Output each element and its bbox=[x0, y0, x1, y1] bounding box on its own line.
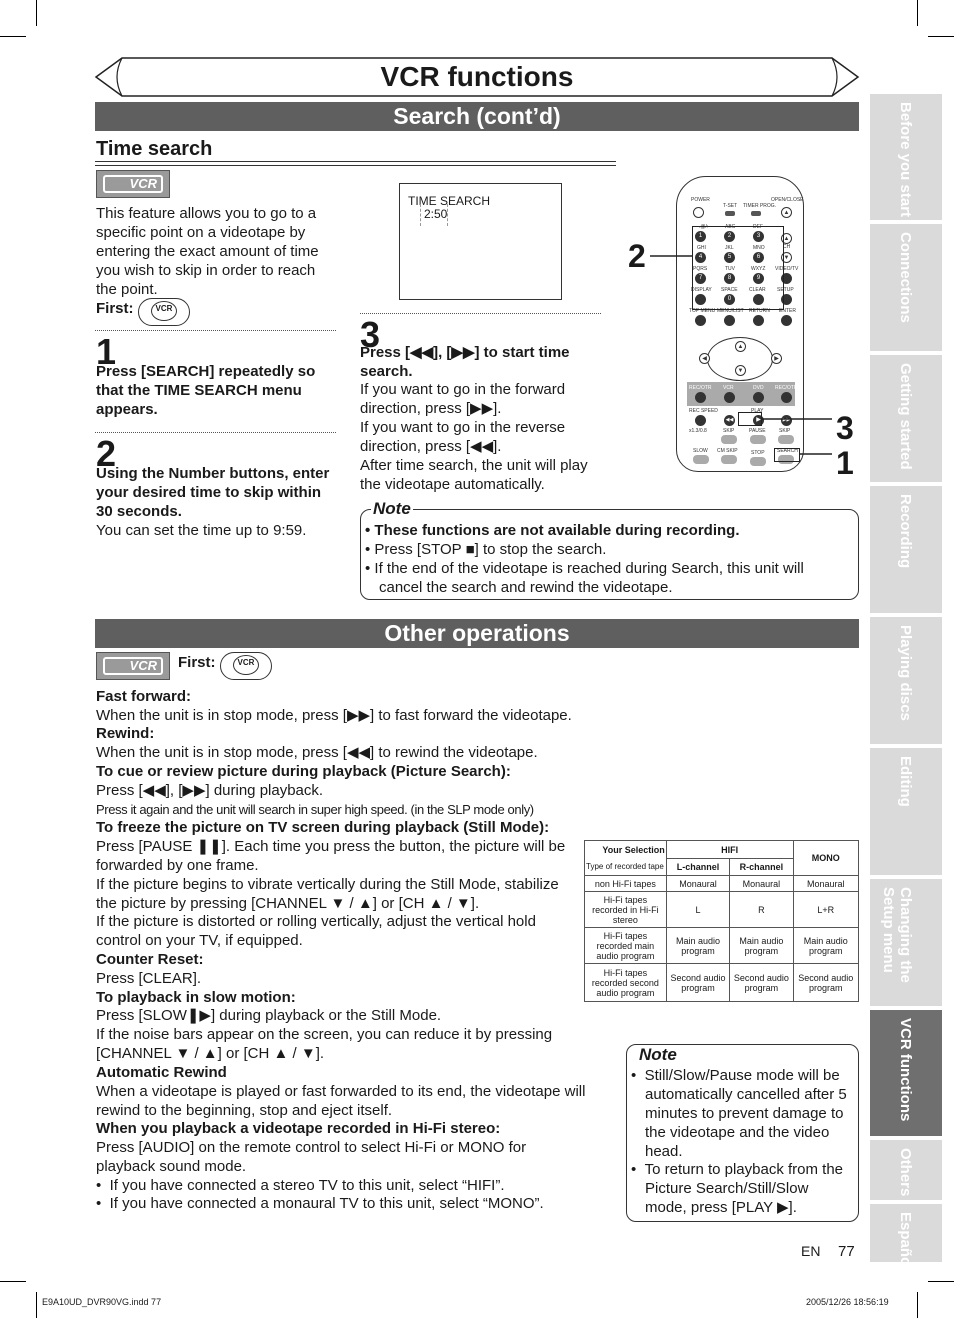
remote-label: POWER bbox=[691, 197, 710, 203]
vcr-badge-label: VCR bbox=[103, 657, 163, 675]
tv-screen bbox=[399, 183, 562, 300]
step2-text: You can set the time up to 9:59. bbox=[96, 522, 307, 539]
table-cell: Hi-Fi tapes recorded main audio program bbox=[585, 928, 667, 964]
callout-lines bbox=[640, 240, 840, 470]
remote-label: x1.3/0.8 bbox=[689, 428, 707, 434]
side-tab-label: Español bbox=[897, 1212, 914, 1271]
number-button: 2 bbox=[724, 231, 735, 242]
remote-label: CH bbox=[783, 244, 791, 250]
remote-label: DEF bbox=[753, 224, 763, 230]
bullet-item: • If you have connected a monaural TV to this unit, select “MONO”. bbox=[96, 1195, 544, 1212]
remote-label: DISPLAY bbox=[691, 287, 712, 293]
subheading: To freeze the picture on TV screen during playback (Still Mode): bbox=[96, 819, 550, 836]
note-item-text: If the end of the videotape is reached during Search, this unit will cancel the search and rewind the videotape. bbox=[374, 560, 804, 596]
crop-mark bbox=[0, 36, 26, 37]
table-cell: Monaural bbox=[793, 876, 858, 892]
body-text: Press [CLEAR]. bbox=[96, 970, 202, 987]
table-cell: Second audio program bbox=[730, 964, 793, 1002]
remote-label: MNO bbox=[753, 245, 765, 251]
side-tab-label: VCR functions bbox=[897, 1018, 914, 1122]
crop-mark bbox=[917, 1292, 918, 1318]
table-cell: Main audio program bbox=[730, 928, 793, 964]
body-text: Press [PAUSE ❚❚]. Each time you press the button, the picture will be forwarded by one frame. bbox=[96, 838, 566, 874]
first-label: First: bbox=[96, 300, 134, 317]
remote-label: SKIP bbox=[779, 428, 791, 434]
table-cell: non Hi-Fi tapes bbox=[585, 876, 667, 892]
step-number: 2 bbox=[96, 433, 117, 474]
crop-mark bbox=[36, 1292, 37, 1318]
crop-mark bbox=[928, 1281, 954, 1282]
body-text: When the unit is in stop mode, press [◀◀] to rewind the videotape. bbox=[96, 744, 538, 761]
number-button: 6 bbox=[753, 252, 764, 263]
first-label: First: bbox=[178, 654, 216, 671]
remote-label: REC SPEED bbox=[689, 408, 718, 414]
side-tab-recording[interactable] bbox=[870, 486, 942, 615]
note-item: • Press [STOP ■] to stop the search. bbox=[365, 541, 607, 558]
table-cell: Monaural bbox=[730, 876, 793, 892]
body-text: If the picture begins to vibrate vertically during the Still Mode, stabilize the picture by pressing [CHANNEL ▼ / ▲] or [CH ▲ / ▼]. bbox=[96, 876, 559, 912]
table-corner-bottom: Type of recorded tape bbox=[585, 859, 667, 876]
vcr-button-icon bbox=[138, 298, 190, 326]
divider bbox=[95, 432, 336, 433]
tv-screen-value: 2:50 bbox=[424, 207, 448, 221]
note-item-text: To return to playback from the Picture Search/Still/Slow mode, press [PLAY ▶]. bbox=[644, 1161, 844, 1216]
number-button: 5 bbox=[724, 252, 735, 263]
side-tab-label: Editing bbox=[897, 756, 914, 807]
table-row bbox=[585, 964, 859, 1002]
remote-label: JKL bbox=[725, 245, 734, 251]
number-button: 1 bbox=[695, 231, 706, 242]
subheading: When you playback a videotape recorded in Hi-Fi stereo: bbox=[96, 1120, 501, 1137]
remote-label: SKIP bbox=[723, 428, 735, 434]
page-title: VCR functions bbox=[380, 61, 574, 92]
remote-label: SEARCH bbox=[777, 448, 798, 454]
remote-label: .@/: bbox=[699, 224, 709, 230]
note-item-text: Press [STOP ■] to stop the search. bbox=[374, 541, 607, 558]
callout-number: 2 bbox=[628, 238, 646, 274]
remote-label: DVD bbox=[753, 385, 764, 391]
table-row bbox=[585, 892, 859, 928]
note-box bbox=[360, 499, 859, 600]
audio-mode-table bbox=[584, 840, 859, 1002]
fast-forward-button-icon: ▶▶ bbox=[781, 415, 792, 426]
remote-label: PLAY bbox=[751, 408, 764, 414]
subheading: Automatic Rewind bbox=[96, 1064, 227, 1081]
table-cell: Main audio program bbox=[666, 928, 729, 964]
intro-text: This feature allows you to go to a specific point on a videotape by entering the exact amount of time you wish to skip in order to reach the point. bbox=[96, 205, 319, 298]
remote-label: GHI bbox=[697, 245, 706, 251]
remote-label: CLEAR bbox=[749, 287, 766, 293]
table-cell: L bbox=[666, 892, 729, 928]
footer-date: 2005/12/26 18:56:19 bbox=[806, 1297, 889, 1307]
subheading: Fast forward: bbox=[96, 688, 192, 705]
table-cell: Main audio program bbox=[793, 928, 858, 964]
table-header-r: R-channel bbox=[730, 859, 793, 876]
remote-label: MENU/LIST bbox=[717, 308, 744, 314]
arrow-down-icon: ▼ bbox=[735, 365, 746, 376]
body-text: If the picture is distorted or rolling vertically, adjust the vertical hold control on your TV, if equipped. bbox=[96, 913, 536, 949]
side-tab-vcr-functions[interactable] bbox=[870, 1010, 942, 1138]
side-tab-setup-menu[interactable] bbox=[870, 879, 942, 1008]
note-item: • These functions are not available during recording. bbox=[365, 522, 740, 539]
number-button: 7 bbox=[695, 273, 706, 284]
vcr-button-icon bbox=[220, 652, 272, 680]
power-button-icon bbox=[693, 207, 704, 218]
subheading: Rewind: bbox=[96, 725, 155, 742]
subheading: To cue or review picture during playback (Picture Search): bbox=[96, 763, 511, 780]
table-cell: Hi-Fi tapes recorded in Hi-Fi stereo bbox=[585, 892, 667, 928]
note-item-text: These functions are not available during recording. bbox=[374, 522, 740, 539]
side-tab-editing[interactable] bbox=[870, 748, 942, 877]
remote-label: TOP MENU bbox=[689, 308, 716, 314]
eject-button-icon: ▲ bbox=[781, 207, 792, 218]
remote-label: ABC bbox=[725, 224, 736, 230]
table-cell: Second audio program bbox=[793, 964, 858, 1002]
section-banner-search: Search (cont’d) bbox=[95, 102, 859, 131]
remote-label: VIDEO/TV bbox=[775, 266, 799, 272]
side-tab-label: Playing discs bbox=[897, 625, 914, 721]
step2-bold: Using the Number buttons, enter your desired time to skip within 30 seconds. bbox=[96, 465, 330, 520]
arrow-right-icon: ▶ bbox=[771, 353, 782, 364]
note-item: • If the end of the videotape is reached during Search, this unit will cancel the search and rewind the videotape. bbox=[365, 560, 804, 596]
body-text: When a videotape is played or fast forwarded to its end, the videotape will rewind to the beginning, stop and eject itself. bbox=[96, 1083, 586, 1119]
remote-label: SETUP bbox=[777, 287, 794, 293]
step3-line: If you want to go in the forward direction, press [▶▶]. bbox=[360, 381, 566, 417]
section-heading: Time search bbox=[96, 138, 213, 160]
callout-number: 3 bbox=[836, 410, 854, 446]
table-cell: R bbox=[730, 892, 793, 928]
body-text: If the noise bars appear on the screen, you can reduce it by pressing [CHANNEL ▼ / ▲] or [CH ▲ / ▼]. bbox=[96, 1026, 553, 1062]
vcr-badge bbox=[96, 652, 170, 680]
arrow-left-icon: ◀ bbox=[699, 353, 710, 364]
step3-bold: Press [◀◀], [▶▶] to start time search. bbox=[360, 344, 570, 380]
remote-label: PAUSE bbox=[749, 428, 766, 434]
number-button: 3 bbox=[753, 231, 764, 242]
table-row bbox=[585, 876, 859, 892]
heading-underline bbox=[95, 165, 616, 166]
side-tab-others[interactable] bbox=[870, 1140, 942, 1202]
step3-line: After time search, the unit will play the videotape automatically. bbox=[360, 457, 588, 493]
crop-mark bbox=[36, 0, 37, 26]
remote-label: STOP bbox=[751, 450, 765, 456]
table-cell: Hi-Fi tapes recorded second audio program bbox=[585, 964, 667, 1002]
divider bbox=[95, 330, 336, 331]
side-tab-getting-started[interactable] bbox=[870, 355, 942, 484]
side-tab-connections[interactable] bbox=[870, 224, 942, 353]
callout-number: 1 bbox=[836, 445, 854, 481]
table-header-mono: MONO bbox=[793, 841, 858, 876]
vcr-button-label: VCR bbox=[233, 655, 259, 675]
blink-marks bbox=[420, 204, 448, 226]
number-button: 0 bbox=[724, 294, 735, 305]
side-tab-label: Recording bbox=[897, 494, 914, 569]
note-title: Note bbox=[639, 1045, 677, 1064]
footer-file: E9A10UD_DVR90VG.indd 77 bbox=[42, 1297, 162, 1307]
note-item: • To return to playback from the Picture Search/Still/Slow mode, press [PLAY ▶]. bbox=[631, 1161, 844, 1216]
page-lang: EN bbox=[801, 1243, 821, 1259]
remote-label: VCR bbox=[723, 385, 734, 391]
heading-underline bbox=[95, 161, 616, 162]
number-button: 4 bbox=[695, 252, 706, 263]
crop-mark bbox=[0, 1281, 26, 1282]
remote-label: REC/OTR bbox=[689, 385, 712, 391]
subheading: Counter Reset: bbox=[96, 951, 204, 968]
bullet-item: • If you have connected a stereo TV to this unit, select “HIFI”. bbox=[96, 1177, 505, 1194]
remote-label: SLOW bbox=[693, 448, 708, 454]
tv-screen-title: TIME SEARCH bbox=[408, 194, 491, 208]
side-tab-label: Others bbox=[897, 1148, 914, 1197]
side-tab-label: Connections bbox=[897, 232, 914, 323]
side-tab-label: Changing the Setup menu bbox=[880, 887, 914, 983]
vcr-badge-label: VCR bbox=[103, 175, 163, 193]
remote-label: T-SET bbox=[723, 203, 738, 209]
remote-label: TIMER PROG. bbox=[743, 203, 777, 209]
remote-label: ENTER bbox=[779, 308, 796, 314]
table-header-l: L-channel bbox=[666, 859, 729, 876]
side-tab-before-you-start[interactable] bbox=[870, 94, 942, 222]
table-corner-top: Your Selection bbox=[585, 841, 667, 859]
remote-small-button bbox=[751, 211, 761, 216]
step-number: 1 bbox=[96, 331, 117, 372]
crop-mark bbox=[917, 0, 918, 26]
table-cell: L+R bbox=[793, 892, 858, 928]
table-row bbox=[585, 928, 859, 964]
arrow-up-icon: ▲ bbox=[735, 341, 746, 352]
number-button: 8 bbox=[724, 273, 735, 284]
side-tab-label: Getting started bbox=[897, 363, 914, 470]
table-cell: Monaural bbox=[666, 876, 729, 892]
step-number: 3 bbox=[360, 314, 381, 355]
rewind-button-icon: ◀◀ bbox=[724, 415, 735, 426]
side-tab-playing-discs[interactable] bbox=[870, 617, 942, 746]
channel-up-icon: ▲ bbox=[781, 233, 792, 244]
vcr-button-label: VCR bbox=[151, 301, 177, 321]
page-number: 77 bbox=[838, 1243, 855, 1260]
side-tab-espanol[interactable] bbox=[870, 1204, 942, 1271]
vcr-badge bbox=[96, 170, 170, 198]
remote-label: TUV bbox=[725, 266, 735, 272]
remote-label: SPACE bbox=[721, 287, 738, 293]
body-text: When the unit is in stop mode, press [▶▶] to fast forward the videotape. bbox=[96, 707, 572, 724]
side-tab-label: Before you start bbox=[897, 102, 914, 218]
body-text: Press [AUDIO] on the remote control to select Hi-Fi or MONO for playback sound mode. bbox=[96, 1139, 527, 1175]
bullet-text: If you have connected a monaural TV to this unit, select “MONO”. bbox=[109, 1195, 544, 1212]
table-cell: Second audio program bbox=[666, 964, 729, 1002]
note-item-text: Still/Slow/Pause mode will be automatically cancelled after 5 minutes to prevent damage to the videotape and the video head. bbox=[644, 1067, 847, 1160]
note-box bbox=[626, 1044, 859, 1222]
remote-label: CM SKIP bbox=[717, 448, 738, 454]
body-text: Press [SLOW❚▶] during playback or the Still Mode. bbox=[96, 1007, 442, 1024]
step1-text: Press [SEARCH] repeatedly so that the TIME SEARCH menu appears. bbox=[96, 363, 316, 418]
small-text: Press it again and the unit will search in super high speed. (in the SLP mode only) bbox=[96, 802, 534, 817]
body-text: Press [◀◀], [▶▶] during playback. bbox=[96, 782, 324, 799]
crop-mark bbox=[928, 36, 954, 37]
section-banner-other: Other operations bbox=[95, 619, 859, 648]
play-button-icon: ▶ bbox=[753, 415, 764, 426]
bullet-text: If you have connected a stereo TV to this unit, select “HIFI”. bbox=[109, 1177, 505, 1194]
number-button: 9 bbox=[753, 273, 764, 284]
remote-label: PQRS bbox=[693, 266, 708, 272]
table-header-hifi: HIFI bbox=[666, 841, 793, 859]
remote-label: RETURN bbox=[749, 308, 770, 314]
note-item: • Still/Slow/Pause mode will be automatically cancelled after 5 minutes to prevent damage to the videotape and the video head. bbox=[631, 1067, 847, 1160]
channel-down-icon: ▼ bbox=[781, 252, 792, 263]
remote-label: REC/OTR bbox=[775, 385, 798, 391]
remote-small-button bbox=[725, 211, 735, 216]
subheading: To playback in slow motion: bbox=[96, 989, 296, 1006]
step3-line: If you want to go in the reverse direction, press [◀◀]. bbox=[360, 419, 566, 455]
remote-label: OPEN/CLOSE bbox=[771, 197, 804, 203]
note-title: Note bbox=[373, 499, 411, 518]
remote-label: WXYZ bbox=[751, 266, 766, 272]
divider bbox=[360, 313, 601, 314]
